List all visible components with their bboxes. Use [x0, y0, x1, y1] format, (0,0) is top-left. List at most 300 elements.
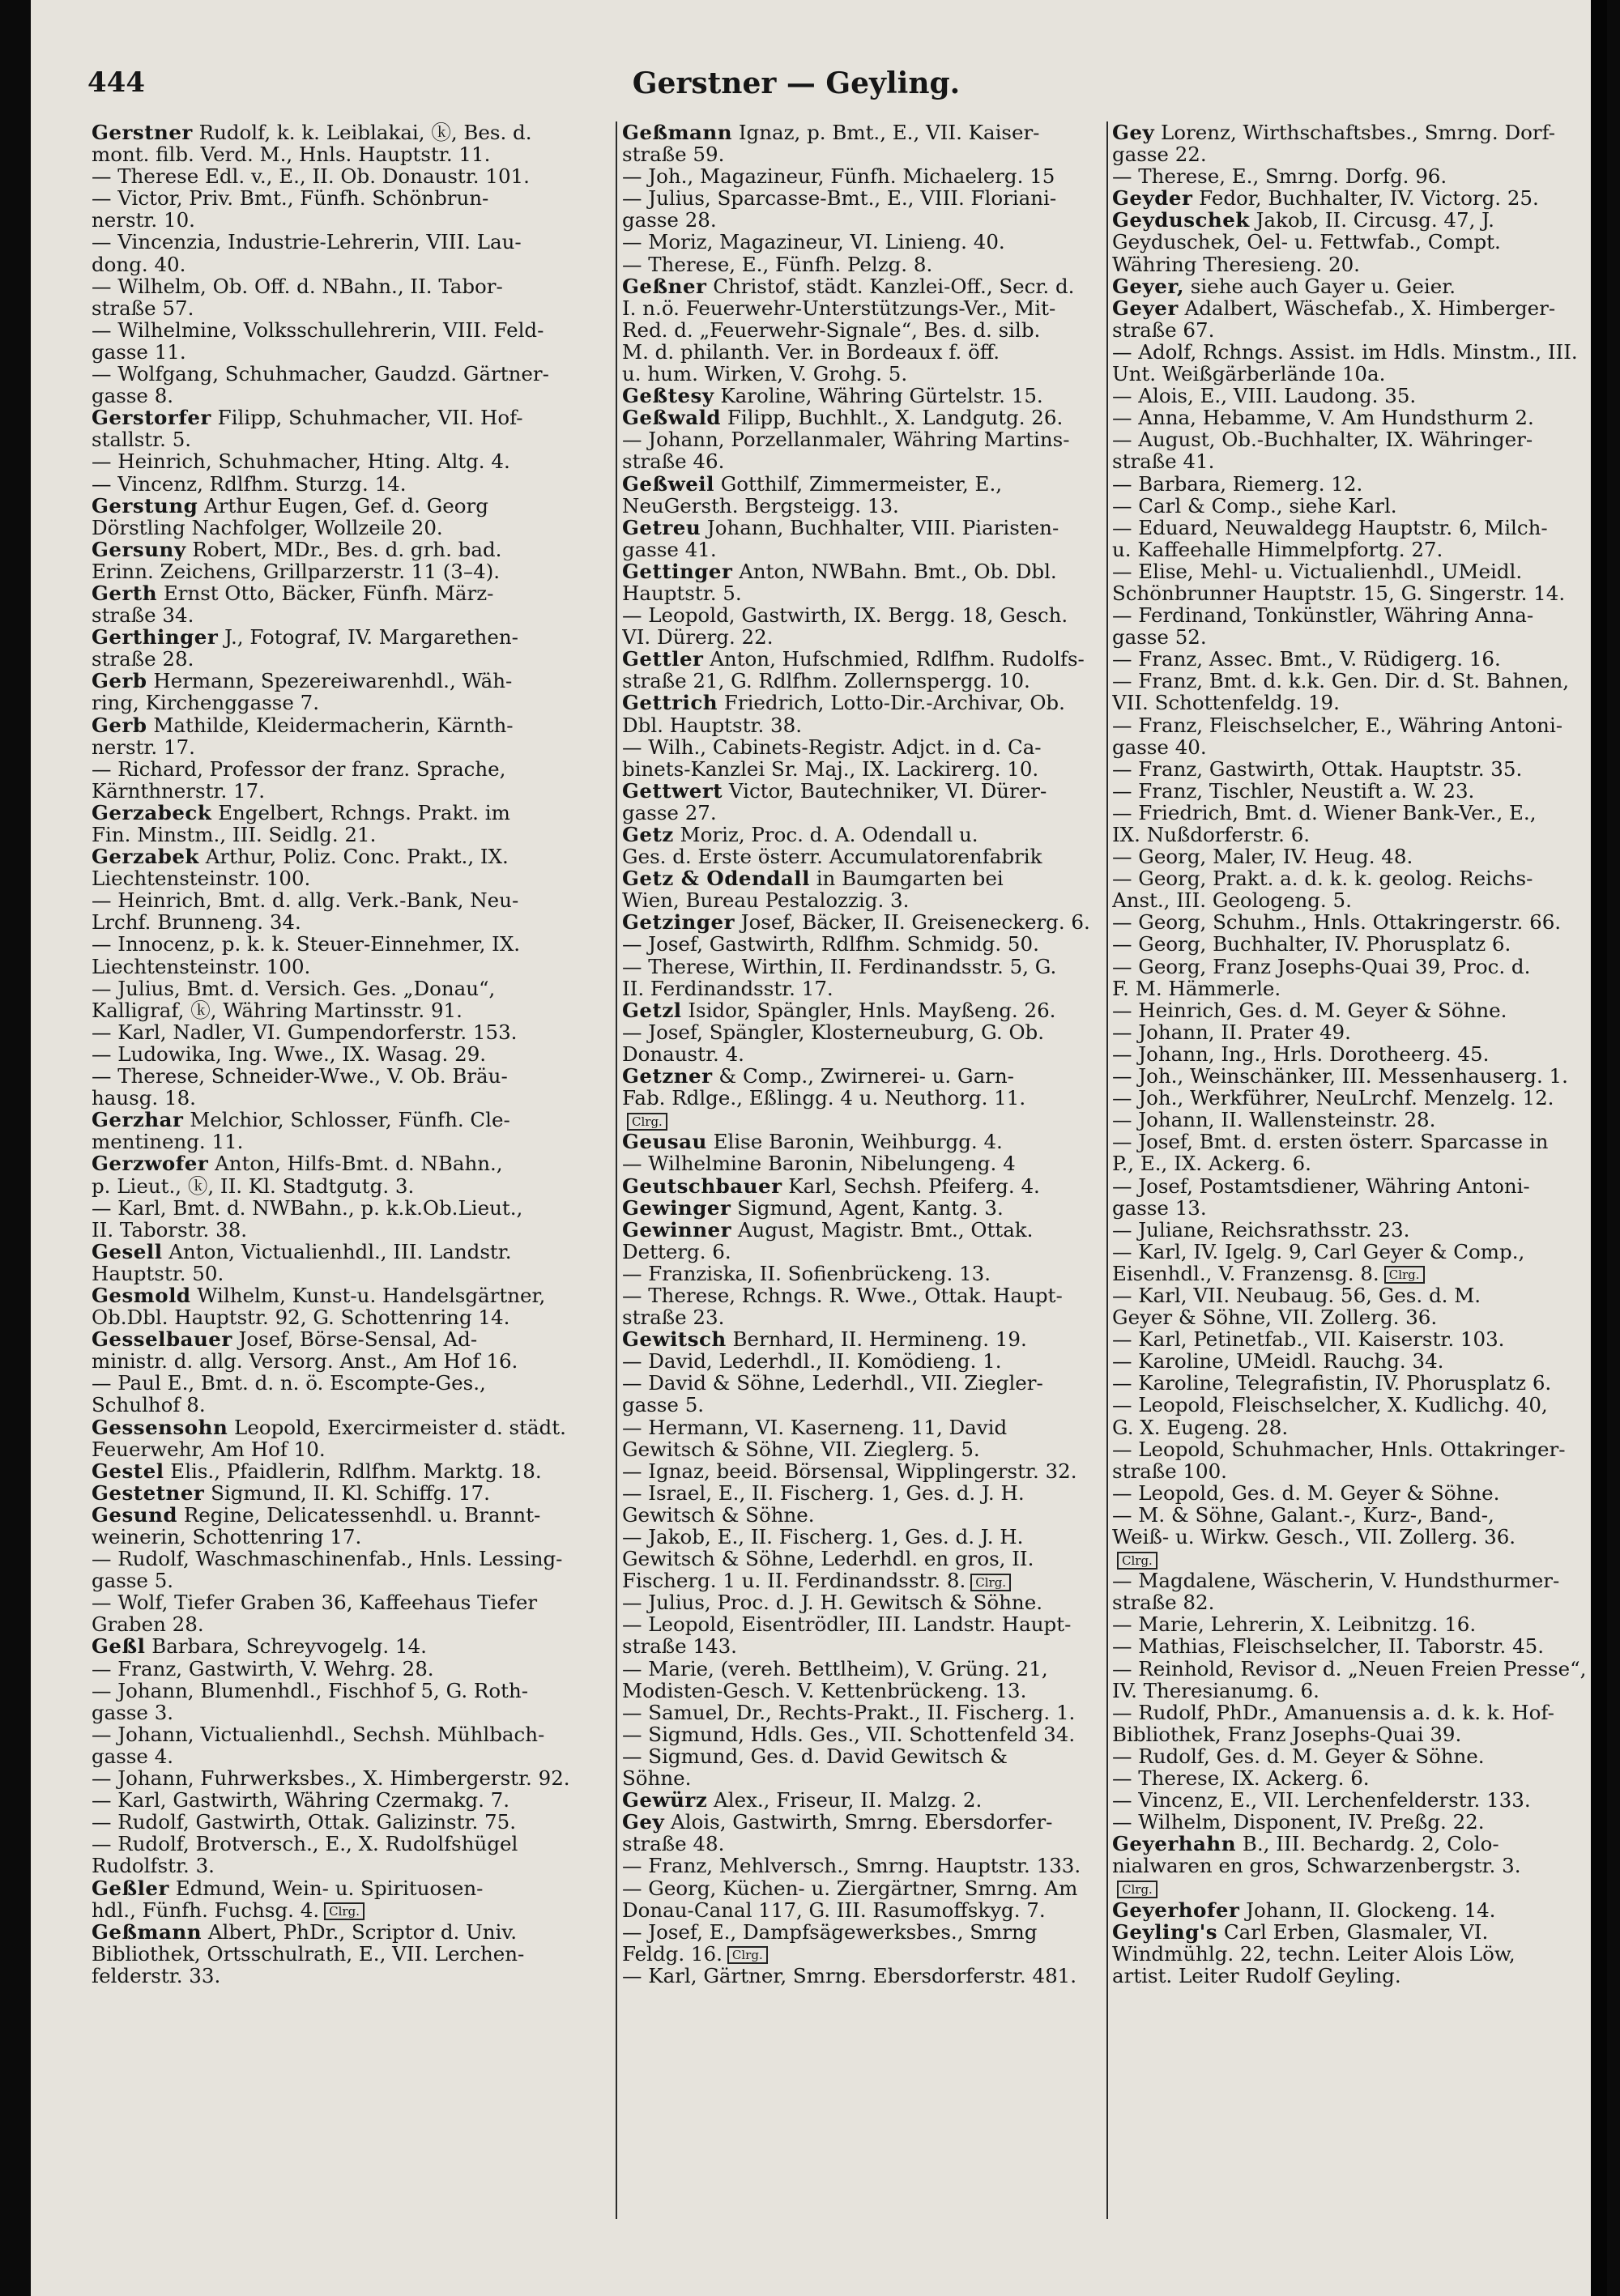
column-1 [92, 121, 610, 1987]
entry-text: — Wilh., Cabinets-Registr. Adjct. in d. Ca- [622, 735, 1042, 759]
entry-text: gasse 28. [622, 208, 717, 232]
clearing-badge: Clrg. [1117, 1552, 1157, 1570]
entry-text: — Franz, Mehlversch., Smrng. Hauptstr. 133. [622, 1854, 1081, 1878]
entry-line [622, 1613, 1108, 1635]
entry-line [1112, 670, 1598, 692]
entry-line [622, 517, 1108, 539]
entry-line [622, 714, 1108, 736]
entry-text: gasse 5. [92, 1569, 174, 1593]
entry-text: — August, Ob.-Buchhalter, IX. Währinger- [1112, 428, 1533, 452]
entry-text: Rudolf, k. k. Leiblakai, ⓚ, Bes. d. [192, 121, 532, 144]
entry-text: Victor, Bautechniker, VI. Dürer- [723, 778, 1047, 803]
entry-text: Alois, Gastwirth, Smrng. Ebersdorfer- [664, 1810, 1053, 1834]
entry-text: — Eduard, Neuwaldegg Hauptstr. 6, Milch- [1112, 515, 1548, 539]
entry-text: Filipp, Buchhlt., X. Landgutg. 26. [721, 406, 1064, 430]
entry-surname: Gesund [92, 1502, 178, 1527]
entry-line [622, 1131, 1108, 1152]
entry-surname: Gewitsch [622, 1327, 727, 1352]
entry-text: Anton, Hilfs-Bmt. d. NBahn., [208, 1152, 503, 1176]
entry-text: — Therese, Schneider-Wwe., V. Ob. Bräu- [92, 1064, 508, 1088]
entry-text: in Baumgarten bei [809, 867, 1004, 891]
entry-text: straße 21, G. Rdlfhm. Zollernspergg. 10. [622, 669, 1030, 693]
entry-text: — Victor, Priv. Bmt., Fünfh. Schönbrun- [92, 186, 489, 211]
entry-line [622, 1416, 1108, 1438]
entry-line [1112, 1043, 1598, 1065]
entry-line [92, 1416, 610, 1438]
entry-text: Dörstling Nachfolger, Wollzeile 20. [92, 515, 443, 539]
entry-line [622, 1965, 1108, 1987]
entry-line [92, 1745, 610, 1767]
entry-surname: Gerstner [92, 121, 193, 144]
entry-line [92, 495, 610, 517]
entry-line [92, 692, 610, 714]
entry-text: Fischerg. 1 u. II. Ferdinandsstr. 8. [622, 1569, 966, 1593]
entry-line [1112, 1635, 1598, 1657]
entry-text: — Karoline, UMeidl. Rauchg. 34. [1112, 1349, 1444, 1374]
entry-line [92, 1043, 610, 1065]
entry-text: — Marie, Lehrerin, X. Leibnitzg. 16. [1112, 1612, 1477, 1637]
entry-line [622, 1043, 1108, 1065]
entry-text: Melchior, Schlosser, Fünfh. Cle- [183, 1108, 510, 1132]
entry-line [1112, 1197, 1598, 1219]
entry-text: — Rudolf, Gastwirth, Ottak. Galizinstr. 75. [92, 1810, 517, 1834]
entry-line [622, 1548, 1108, 1570]
entry-line [622, 1065, 1108, 1087]
entry-line [622, 495, 1108, 517]
entry-line [622, 692, 1108, 714]
entry-line [1112, 1504, 1598, 1526]
entry-line [92, 253, 610, 275]
entry-text: I. n.ö. Feuerwehr-Unterstützungs-Ver., Mit- [622, 296, 1056, 320]
entry-text: — Alois, E., VIII. Laudong. 35. [1112, 384, 1417, 408]
entry-text: u. Kaffeehalle Himmelpfortg. 27. [1112, 537, 1443, 561]
entry-line [1112, 1899, 1598, 1921]
entry-text: — Therese, IX. Ackerg. 6. [1112, 1766, 1370, 1791]
entry-text: — Josef, Gastwirth, Rdlfhm. Schmidg. 50. [622, 932, 1039, 956]
entry-line [622, 824, 1108, 846]
entry-text: — Therese, Wirthin, II. Ferdinandsstr. 5, G. [622, 954, 1057, 978]
entry-text: Adalbert, Wäschefab., X. Himberger- [1178, 296, 1556, 320]
entry-line [622, 1745, 1108, 1767]
entry-text: — Franz, Fleischselcher, E., Währing Antoni- [1112, 713, 1563, 737]
entry-line [1112, 648, 1598, 670]
entry-line [92, 297, 610, 319]
entry-text: — Julius, Bmt. d. Versich. Ges. „Donau“, [92, 976, 496, 1000]
entry-text: — Elise, Mehl- u. Victualienhdl., UMeidl. [1112, 559, 1523, 583]
entry-text: — Barbara, Riemerg. 12. [1112, 471, 1363, 496]
entry-line [92, 1263, 610, 1284]
entry-text: Elis., Pfaidlerin, Rdlfhm. Marktg. 18. [164, 1459, 542, 1483]
entry-line [622, 911, 1108, 933]
entry-text: — Innocenz, p. k. k. Steuer-Einnehmer, IX. [92, 932, 521, 956]
entry-line [622, 1328, 1108, 1350]
entry-line [622, 363, 1108, 385]
entry-line [1112, 1702, 1598, 1723]
entry-text: Edmund, Wein- u. Spirituosen- [168, 1876, 484, 1900]
entry-text: — Franz, Gastwirth, Ottak. Hauptstr. 35. [1112, 756, 1523, 781]
entry-text: Wilhelm, Kunst-u. Handelsgärtner, [190, 1283, 546, 1307]
entry-text: nerstr. 10. [92, 208, 195, 232]
entry-text: — Ferdinand, Tonkünstler, Währing Anna- [1112, 603, 1534, 628]
entry-surname: Geßwald [622, 406, 722, 430]
entry-line [1112, 692, 1598, 714]
entry-text: II. Ferdinandsstr. 17. [622, 976, 833, 1000]
entry-line [92, 933, 610, 955]
entry-line [92, 648, 610, 670]
entry-text: — Vincenzia, Industrie-Lehrerin, VIII. Lau- [92, 230, 522, 254]
entry-line [1112, 956, 1598, 978]
entry-line [92, 604, 610, 626]
entry-line [622, 1811, 1108, 1833]
entry-text: stallstr. 5. [92, 428, 192, 452]
entry-line [1112, 341, 1598, 363]
entry-text: — Johann, Victualienhdl., Sechsh. Mühlbach- [92, 1722, 545, 1746]
entry-text: Engelbert, Rchngs. Prakt. im [211, 800, 510, 824]
entry-text: — Richard, Professor der franz. Sprache, [92, 756, 506, 781]
entry-line [92, 867, 610, 889]
entry-text: — Marie, (vereh. Bettlheim), V. Grüng. 21, [622, 1656, 1048, 1680]
entry-text: — Julius, Proc. d. J. H. Gewitsch & Söhne. [622, 1591, 1042, 1615]
entry-text: Detterg. 6. [622, 1239, 731, 1263]
entry-line [92, 319, 610, 341]
entry-text: — Karl, Petinetfab., VII. Kaiserstr. 103. [1112, 1327, 1505, 1352]
entry-text: — Leopold, Fleischselcher, X. Kudlichg. 40, [1112, 1393, 1548, 1417]
entry-text: — Julius, Sparcasse-Bmt., E., VIII. Floriani- [622, 186, 1057, 211]
entry-surname: Gerzabek [92, 845, 199, 869]
entry-line [1112, 1921, 1598, 1943]
entry-line [622, 1350, 1108, 1372]
entry-text: — David & Söhne, Lederhdl., VII. Ziegler- [622, 1371, 1043, 1395]
entry-line [622, 889, 1108, 911]
entry-text: — Anna, Hebamme, V. Am Hundsthurm 2. [1112, 406, 1534, 430]
entry-text: Bibliothek, Ortsschulrath, E., VII. Lerchen- [92, 1941, 525, 1966]
entry-text: Anton, Victualienhdl., III. Landstr. [162, 1239, 512, 1263]
entry-line [1112, 209, 1598, 231]
entry-text: Karl, Sechsh. Pfeiferg. 4. [782, 1174, 1040, 1198]
entry-surname: Geyerhahn [1112, 1832, 1237, 1856]
entry-line [92, 1855, 610, 1876]
entry-text: Donaustr. 4. [622, 1042, 744, 1066]
entry-line [92, 956, 610, 978]
entry-line [1112, 1219, 1598, 1241]
entry-line [622, 1372, 1108, 1394]
entry-line [1112, 385, 1598, 407]
entry-text: Josef, Bäcker, II. Greiseneckerg. 6. [735, 910, 1090, 935]
entry-text: — Paul E., Bmt. d. n. ö. Escompte-Ges., [92, 1371, 486, 1395]
entry-text: artist. Leiter Rudolf Geyling. [1112, 1963, 1401, 1987]
entry-text: — Therese, E., Fünfh. Pelzg. 8. [622, 252, 933, 276]
entry-line [92, 1219, 610, 1241]
entry-line [622, 670, 1108, 692]
entry-line [92, 1789, 610, 1811]
entry-surname: Geyling's [1112, 1919, 1218, 1944]
entry-text: — Georg, Prakt. a. d. k. k. geolog. Reichs- [1112, 867, 1533, 891]
entry-line [622, 1504, 1108, 1526]
entry-text: Gotthilf, Zimmermeister, E., [714, 471, 1003, 496]
entry-text: — Wilhelm, Disponent, IV. Preßg. 22. [1112, 1810, 1485, 1834]
entry-line [92, 1109, 610, 1131]
entry-text: VII. Schottenfeldg. 19. [1112, 691, 1340, 715]
entry-line [1112, 275, 1598, 297]
entry-text: — David, Lederhdl., II. Komödieng. 1. [622, 1349, 1002, 1374]
entry-text: Lorenz, Wirthschaftsbes., Smrng. Dorf- [1154, 121, 1556, 144]
entry-line [1112, 1591, 1598, 1613]
entry-line [1112, 867, 1598, 889]
entry-text: Karoline, Währing Gürtelstr. 15. [714, 384, 1043, 408]
entry-text: — Karl, Gastwirth, Währing Czermakg. 7. [92, 1788, 510, 1813]
entry-line [1112, 407, 1598, 428]
entry-text: F. M. Hämmerle. [1112, 976, 1281, 1000]
entry-surname: Getz [622, 823, 674, 846]
entry-text: — Samuel, Dr., Rechts-Prakt., II. Fischerg. 1. [622, 1700, 1076, 1724]
entry-text: Liechtensteinstr. 100. [92, 954, 311, 978]
entry-line [622, 407, 1108, 428]
entry-text: Ob.Dbl. Hauptstr. 92, G. Schottenring 14. [92, 1306, 510, 1330]
entry-text: gasse 13. [1112, 1195, 1207, 1220]
entry-surname: Geyer, [1112, 274, 1184, 298]
entry-surname: Gerth [92, 581, 158, 605]
entry-surname: Gerzwofer [92, 1152, 209, 1176]
entry-line [1112, 428, 1598, 450]
entry-line [1112, 539, 1598, 560]
entry-surname: Gesmold [92, 1283, 191, 1307]
entry-line [92, 1175, 610, 1197]
entry-text: Johann, Buchhalter, VIII. Piaristen- [701, 515, 1059, 539]
clearing-badge: Clrg. [1117, 1881, 1157, 1898]
entry-line [92, 1635, 610, 1657]
entry-text: — Israel, E., II. Fischerg. 1, Ges. d. J. H. [622, 1480, 1025, 1505]
entry-text: — Georg, Küchen- u. Ziergärtner, Smrng. Am [622, 1876, 1078, 1900]
entry-surname: Gettler [622, 647, 704, 671]
entry-text: Carl Erben, Glasmaler, VI. [1217, 1919, 1489, 1944]
entry-surname: Geßner [622, 274, 707, 298]
entry-text: Rudolfstr. 3. [92, 1854, 215, 1878]
entry-line [622, 1833, 1108, 1855]
entry-text: straße 34. [92, 603, 194, 628]
entry-text: Dbl. Hauptstr. 38. [622, 713, 802, 737]
entry-text: J., Fotograf, IV. Margarethen- [218, 625, 518, 650]
entry-line [622, 582, 1108, 604]
entry-line [92, 1833, 610, 1855]
entry-text: gasse 3. [92, 1700, 174, 1724]
entry-text: — Wilhelm, Ob. Off. d. NBahn., II. Tabor- [92, 274, 503, 298]
entry-text: gasse 22. [1112, 143, 1207, 167]
entry-text: — Joh., Werkführer, NeuLrchf. Menzelg. 12. [1112, 1086, 1554, 1110]
entry-line [622, 1921, 1108, 1943]
entry-line [92, 1350, 610, 1372]
entry-line [1112, 1263, 1598, 1284]
entry-text: Sigmund, II. Kl. Schiffg. 17. [204, 1480, 490, 1505]
entry-line [1112, 1065, 1598, 1087]
entry-line [1112, 736, 1598, 758]
entry-text: August, Magistr. Bmt., Ottak. [731, 1217, 1034, 1242]
entry-line [1112, 1789, 1598, 1811]
entry-line [1112, 889, 1598, 911]
entry-line [92, 758, 610, 780]
entry-line [622, 560, 1108, 582]
entry-text: u. hum. Wirken, V. Grohg. 5. [622, 362, 908, 386]
entry-text: — Rudolf, Waschmaschinenfab., Hnls. Lessing- [92, 1547, 563, 1571]
entry-line [92, 187, 610, 209]
entry-text: Filipp, Schuhmacher, VII. Hof- [211, 406, 523, 430]
entry-line [1112, 1680, 1598, 1702]
entry-line [622, 1570, 1108, 1591]
entry-line [622, 758, 1108, 780]
entry-surname: Geyder [1112, 186, 1193, 211]
entry-line [1112, 714, 1598, 736]
entry-surname: Gey [1112, 121, 1155, 144]
entry-line [92, 473, 610, 495]
entry-text: II. Taborstr. 38. [92, 1217, 248, 1242]
entry-text: — Georg, Schuhm., Hnls. Ottakringerstr. 66. [1112, 910, 1562, 935]
entry-line [1112, 297, 1598, 319]
entry-text: Anst., III. Geologeng. 5. [1112, 888, 1352, 913]
entry-text: — Josef, Spängler, Klosterneuburg, G. Ob. [622, 1020, 1045, 1044]
entry-text: — Karl, IV. Igelg. 9, Carl Geyer & Comp., [1112, 1239, 1525, 1263]
entry-text: VI. Dürerg. 22. [622, 625, 774, 650]
entry-line [1112, 824, 1598, 846]
entry-text: — Johann, Fuhrwerksbes., X. Himbergerstr. 92. [92, 1766, 570, 1791]
entry-surname: Geutschbauer [622, 1174, 782, 1198]
entry-text: Liechtensteinstr. 100. [92, 867, 311, 891]
entry-line [92, 1811, 610, 1833]
entry-line [1112, 1767, 1598, 1789]
entry-text: P., E., IX. Ackerg. 6. [1112, 1152, 1311, 1176]
entry-surname: Geßmann [622, 121, 733, 144]
entry-surname: Gewinner [622, 1217, 732, 1242]
entry-line [622, 187, 1108, 209]
entry-line [622, 1197, 1108, 1219]
entry-line [622, 1109, 1108, 1131]
entry-line [92, 1965, 610, 1987]
entry-surname: Gerstorfer [92, 406, 211, 430]
entry-line [1112, 231, 1598, 253]
entry-line [1112, 1416, 1598, 1438]
entry-text: straße 23. [622, 1306, 725, 1330]
entry-text: Söhne. [622, 1766, 692, 1791]
entry-line [1112, 450, 1598, 472]
entry-text: Weiß- u. Wirkw. Gesch., VII. Zollerg. 36. [1112, 1525, 1516, 1548]
entry-text: Geyduschek, Oel- u. Fettwfab., Compt. [1112, 230, 1501, 254]
entry-surname: Geusau [622, 1130, 707, 1154]
entry-line [622, 473, 1108, 495]
entry-text: weinerin, Schottenring 17. [92, 1525, 362, 1548]
entry-text: Jakob, II. Circusg. 47, J. [1249, 208, 1494, 232]
entry-text: — Josef, Bmt. d. ersten österr. Sparcasse in [1112, 1130, 1549, 1154]
entry-text: Johann, II. Glockeng. 14. [1239, 1898, 1496, 1922]
entry-line [92, 1504, 610, 1526]
entry-line [92, 1723, 610, 1745]
entry-text: ministr. d. allg. Versorg. Anst., Am Hof 16. [92, 1349, 518, 1374]
entry-line [92, 1877, 610, 1899]
entry-text: — Georg, Franz Josephs-Quai 39, Proc. d. [1112, 954, 1531, 978]
entry-text: nialwaren en gros, Schwarzenbergstr. 3. [1112, 1854, 1521, 1878]
entry-line [1112, 1811, 1598, 1833]
column-divider [616, 121, 617, 2219]
entry-surname: Gesell [92, 1239, 163, 1263]
entry-text: gasse 27. [622, 800, 717, 824]
entry-line [92, 231, 610, 253]
entry-line [92, 911, 610, 933]
entry-text: — Reinhold, Revisor d. „Neuen Freien Presse“, [1112, 1656, 1587, 1680]
entry-line [622, 1284, 1108, 1306]
entry-line [1112, 1613, 1598, 1635]
entry-text: — Jakob, E., II. Fischerg. 1, Ges. d. J. H. [622, 1525, 1024, 1548]
entry-text: Schulhof 8. [92, 1393, 206, 1417]
entry-text: hdl., Fünfh. Fuchsg. 4. [92, 1898, 320, 1922]
entry-text: Währing Theresieng. 20. [1112, 252, 1360, 276]
entry-text: Wien, Bureau Pestalozzig. 3. [622, 888, 910, 913]
entry-surname: Geßl [92, 1634, 146, 1659]
clearing-badge: Clrg. [727, 1946, 768, 1964]
entry-line [92, 1021, 610, 1043]
entry-text: — Heinrich, Ges. d. M. Geyer & Söhne. [1112, 998, 1507, 1022]
entry-line [622, 275, 1108, 297]
entry-line [1112, 1131, 1598, 1152]
entry-line [92, 978, 610, 999]
entry-line [1112, 495, 1598, 517]
entry-line [622, 385, 1108, 407]
entry-line [622, 1241, 1108, 1263]
entry-line [1112, 1877, 1598, 1899]
directory-page [31, 0, 1607, 2296]
entry-text: — Ignaz, beeid. Börsensal, Wipplingerstr. 32. [622, 1459, 1077, 1483]
entry-line [1112, 1328, 1598, 1350]
entry-text: — Sigmund, Ges. d. David Gewitsch & [622, 1744, 1008, 1768]
entry-line [92, 450, 610, 472]
entry-text: — Joh., Magazineur, Fünfh. Michaelerg. 15 [622, 164, 1055, 189]
entry-line [1112, 187, 1598, 209]
entry-text: Feldg. 16. [622, 1941, 723, 1966]
entry-surname: Gettinger [622, 559, 733, 583]
entry-line [622, 1526, 1108, 1548]
entry-text: Isidor, Spängler, Hnls. Mayßeng. 26. [681, 998, 1056, 1022]
entry-text: — Wilhelmine, Volksschullehrerin, VIII. Feld- [92, 317, 544, 342]
entry-line [1112, 802, 1598, 824]
entry-line [622, 999, 1108, 1021]
entry-line [92, 582, 610, 604]
entry-surname: Getzl [622, 998, 682, 1022]
entry-line [1112, 1394, 1598, 1416]
entry-line [622, 1855, 1108, 1876]
entry-line [92, 626, 610, 648]
entry-text: Alex., Friseur, II. Malzg. 2. [707, 1788, 983, 1813]
entry-line [1112, 1175, 1598, 1197]
entry-text: Modisten-Gesch. V. Kettenbrückeng. 13. [622, 1678, 1027, 1702]
entry-text: Fedor, Buchhalter, IV. Victorg. 25. [1192, 186, 1539, 211]
entry-text: straße 67. [1112, 317, 1215, 342]
entry-line [1112, 911, 1598, 933]
entry-text: — Georg, Buchhalter, IV. Phorusplatz 6. [1112, 932, 1511, 956]
entry-line [622, 341, 1108, 363]
entry-line [622, 1394, 1108, 1416]
entry-line [1112, 999, 1598, 1021]
entry-line [1112, 363, 1598, 385]
entry-surname: Gerb [92, 669, 147, 693]
entry-text: p. Lieut., ⓚ, II. Kl. Stadtgutg. 3. [92, 1174, 415, 1198]
entry-surname: Gerzhar [92, 1108, 184, 1132]
entry-text: Barbara, Schreyvogelg. 14. [145, 1634, 427, 1659]
entry-line [1112, 1306, 1598, 1328]
entry-line [1112, 1021, 1598, 1043]
entry-line [1112, 1943, 1598, 1965]
entry-line [92, 407, 610, 428]
entry-line [622, 1635, 1108, 1657]
entry-line [1112, 1460, 1598, 1482]
entry-line [92, 1548, 610, 1570]
entry-line [1112, 1723, 1598, 1745]
entry-text: nerstr. 17. [92, 735, 195, 759]
